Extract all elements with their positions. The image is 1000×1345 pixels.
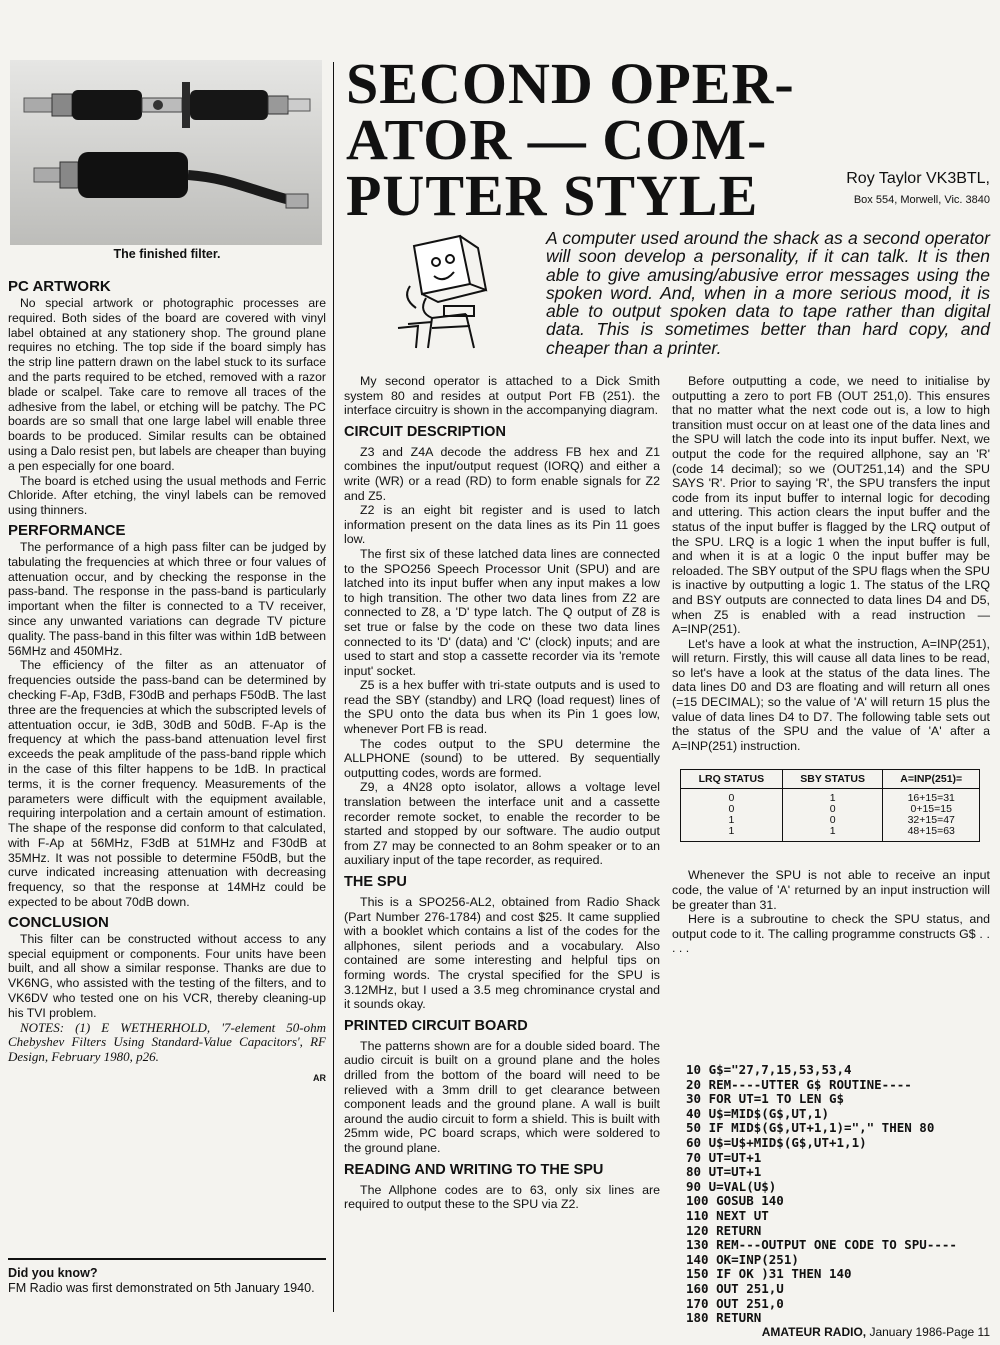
table-cell: 16+15=31 xyxy=(883,789,980,805)
paragraph: This filter can be constructed without access to any special equipment or components. Four units have been built, and all show a similar response. Thanks are due to VK6NG, who assisted with the testing of the filters, and to VK6DV who tested one on his VCR, thereby cleaning-up his TVI problem. xyxy=(8,931,326,1020)
paragraph: Let's have a look at what the instruction, A=INP(251), will return. Firstly, this will cause all data lines to be read, so let's have a look at the status of the data lines. The data lines D0 and D3 are floating and will return all ones (=15 DECIMAL); so the value of 'A' will return 15 plus the value of data lines D4 to D7. The following table sets out the status of the SPU and the value of 'A' after a A=INP(251) instruction. xyxy=(672,636,990,753)
paragraph: The performance of a high pass filter can be judged by tabulating the frequencies at which three or four values of attenuation occur, and by checking the response in the pass-band. The response in the pass-band is particularly important when the filter is connected to a TV receiver, since any unwanted variations can degrade TV picture quality. The pass-band in this filter was within 1dB between 56MHz and 450MHz. xyxy=(8,539,326,658)
paragraph: Before outputting a code, we need to initialise by outputting a zero to port FB (OUT 251,0). This ensures that no matter what the next code out is, a low to high transition must occur on at least one of the data lines and the SPU will latch the code into its input buffer. Next, we output the code for the required allphone, say an 'R' (code 14 decimal); so we (OUT251,14) and the SPU SAYS 'R'. Prior to saying 'R', the SPU transfers the input code from its input buffer to internal logic for decoding and uttering. This action clears the input buffer and the status of the input buffer is flagged by the LRQ output of the SPU. LRQ is a logic 1 when the input buffer is full, and when it is at a logic 0 the input buffer may be reloaded. The SBY output of the SPU flags when the SPU is inactive by outputting a logic 1. The status of the LRQ and BSY outputs are connected to data lines D4 and D5, when Z5 is enabled with a read instruction — A=INP(251). xyxy=(672,374,990,637)
date-page: January 1986-Page 11 xyxy=(866,1325,990,1339)
code-line: 40 U$=MID$(G$,UT,1) xyxy=(686,1105,829,1121)
byline xyxy=(820,170,990,206)
author-name: Roy Taylor VK3BTL, xyxy=(846,170,990,187)
paragraph: Z3 and Z4A decode the address FB hex and Z1 combines the input/output request (IORQ) and either a write (WR) or a read (RD) to form enable signals for Z2 and Z5. xyxy=(344,444,660,503)
page-footer xyxy=(600,1325,990,1339)
magazine-name: AMATEUR RADIO, xyxy=(761,1325,867,1339)
paragraph: Here is a subroutine to check the SPU status, and output code to it. The calling programme constructs G$ . . . . . xyxy=(672,912,990,956)
code-line: 30 FOR UT=1 TO LEN G$ xyxy=(686,1091,845,1107)
table-row xyxy=(681,826,980,842)
code-line: 10 G$="27,7,15,53,53,4 xyxy=(686,1062,852,1077)
title-line: SECOND OPER- xyxy=(346,51,795,116)
column-rule xyxy=(333,62,334,1312)
section-heading: THE SPU xyxy=(344,874,407,890)
filter-photo xyxy=(10,60,322,245)
paragraph: Whenever the SPU is not able to receive an input code, the value of 'A' returned by an input instruction will be greater than 31. xyxy=(672,868,990,912)
code-line: 20 REM----UTTER G$ ROUTINE---- xyxy=(686,1076,912,1092)
divider xyxy=(8,1258,326,1260)
code-line: 50 IF MID$(G$,UT+1,1)="," THEN 80 xyxy=(686,1120,935,1136)
table-cell: 0 xyxy=(681,804,783,815)
table-cell: 1 xyxy=(681,815,783,826)
paragraph: Z5 is a hex buffer with tri-state outputs and is used to read the SBY (standby) and LRQ (load request) lines of the SPU onto the data bus when its Pin 1 goes low, whenever Port FB is read. xyxy=(344,678,660,737)
table-cell: 1 xyxy=(782,826,883,842)
title-line: PUTER STYLE xyxy=(346,163,759,228)
paragraph: No special artwork or photographic processes are required. Both sides of the board are covered with vinyl label obtained at any stationery shop. The ground plane requires no etching. The top side if the board simply has the strip line pattern drawn on the label stuck to its surface and the parts required to be etched, removed with a razor blade or scalpel. Take care to remove all traces of the adhesive from the label, or etching will be patchy. The PC boards are so small that one large label will enable three boards to be produced. Similar results can be obtained using a Dalo resist pen, but labels are cheaper than buying a pen especially for one board. xyxy=(8,296,326,473)
author-address: Box 554, Morwell, Vic. 3840 xyxy=(853,194,990,206)
paragraph: The patterns shown are for a double sided board. The audio circuit is built on a ground plane and the holes drilled from the bottom of the board will need to be relieved with a 3mm drill to get clearance between component leads and the ground plane. A wall is built around the audio circuit to form a shield. This is built with 25mm wide, PC board scraps, which were soldered to the ground plane. xyxy=(344,1038,660,1155)
code-line: 150 IF OK )31 THEN 140 xyxy=(686,1266,852,1282)
left-column xyxy=(8,274,326,1083)
table-cell: 1 xyxy=(681,826,783,842)
did-you-know-box xyxy=(8,1266,326,1295)
paragraph: The efficiency of the filter as an attenuator of frequencies outside the pass-band can be determined by checking F-Ap, F3dB, F30dB and perhaps F50dB. The last three are the frequencies at which the subscripted levels of attentuation occur, ie 3dB, 30dB and 50dB. F-Ap is the frequency at which the pass-band attenuation level first exceeds the peak amplitude of the pass-band ripple which in the case of this filter happens to be 1dB. In practical terms, it is the corner frequency. Measurements of the parameters were difficult with the equipment available, requiring interpolation and a certain amount of estimation. The shape of the response did conform to that calculated, with F-Ap at 56MHz, F3dB at 51MHz and F30dB at 35MHz. It was not possible to determine F50dB, but the curve indicated increasing attenuation with decreasing frequency, so that the response at 14MHz could be expected to be about 70dB down. xyxy=(8,658,326,910)
spu-status-table xyxy=(680,769,980,842)
table-row xyxy=(681,789,980,805)
code-line: 140 OK=INP(251) xyxy=(686,1251,799,1267)
title-line: ATOR — COM- xyxy=(346,107,768,172)
notes: NOTES: (1) E WETHERHOLD, '7-element 50-ohm Chebyshev Filters Using Standard-Value Capacitors', RF Design, February 1980, p26. xyxy=(8,1019,326,1065)
did-you-know-text: FM Radio was first demonstrated on 5th January 1940. xyxy=(8,1280,315,1295)
table-cell: 0+15=15 xyxy=(883,804,980,815)
section-heading: CONCLUSION xyxy=(8,913,109,931)
code-line: 160 OUT 251,U xyxy=(686,1280,784,1296)
table-cell: 1 xyxy=(782,789,883,805)
code-line: 110 NEXT UT xyxy=(686,1207,769,1223)
article-title xyxy=(346,51,795,228)
code-line: 170 OUT 251,0 xyxy=(686,1295,784,1311)
table-cell: 32+15=47 xyxy=(883,815,980,826)
article-intro: A computer used around the shack as a second operator will soon develop a personality, if it can talk. It is then able to give amusing/abusive error messages using the spoken word. And, when in a more serious mood, it is able to output spoken data to tape rather than digital data. This is sometimes better than hard copy, and cheaper than a printer. xyxy=(546,228,990,358)
code-line: 180 RETURN xyxy=(686,1310,762,1326)
end-sign: AR xyxy=(313,1073,326,1084)
paragraph: The Allphone codes are to 63, only six lines are required to output these to the SPU via Z2. xyxy=(344,1182,660,1212)
paragraph: This is a SPO256-AL2, obtained from Radio Shack (Part Number 276-1784) and cost $25. It came supplied with a booklet which contains a list of the codes for the allphones, silent periods and a vocabulary. Also contained are some interesting and helpful tips on forming words. The crystal specified for the SPU is 3.12MHz, but I used a 3.5 meg chrominance crystal and it sounds okay. xyxy=(344,895,660,1012)
code-line: 70 UT=UT+1 xyxy=(686,1149,762,1165)
table-header: SBY STATUS xyxy=(782,770,883,789)
code-line: 120 RETURN xyxy=(686,1222,762,1238)
code-line: 80 UT=UT+1 xyxy=(686,1164,762,1180)
table-header: A=INP(251)= xyxy=(883,770,980,789)
section-heading: READING AND WRITING TO THE SPU xyxy=(344,1161,604,1178)
table-cell: 0 xyxy=(681,789,783,805)
table-cell: 48+15=63 xyxy=(883,826,980,842)
paragraph: Z2 is an eight bit register and is used to latch information present on the data lines as its Pin 11 goes low. xyxy=(344,503,660,547)
table-cell: 0 xyxy=(782,815,883,826)
paragraph: The codes output to the SPU determine the ALLPHONE (sound) to be uttered. By sequentially outputting codes, words are formed. xyxy=(344,736,660,780)
paragraph: My second operator is attached to a Dick Smith system 80 and resides at output Port FB (251). the interface circuitry is shown in the accompanying diagram. xyxy=(344,374,660,418)
table-header: LRQ STATUS xyxy=(681,770,783,789)
code-line: 90 U=VAL(U$) xyxy=(686,1178,777,1194)
photo-caption: The finished filter. xyxy=(113,247,221,261)
code-line: 130 REM---OUTPUT ONE CODE TO SPU---- xyxy=(686,1237,957,1253)
right-column xyxy=(672,374,990,956)
basic-code-listing xyxy=(686,1063,957,1326)
did-you-know-heading: Did you know? xyxy=(8,1266,98,1280)
paragraph: Z9, a 4N28 opto isolator, allows a voltage level translation between the interface unit and a cassette recorder remote socket, to enable the recorder to be started and stopped by our software. The audio output from Z7 may be connected to an 8ohm speaker or to an auxiliary input of the tape recorder, as required. xyxy=(344,780,660,868)
paragraph: The first six of these latched data lines are connected to the SPO256 Speech Processor Unit (SPU) and are latched into its input buffer when any input makes a low to high transition. The other two data lines from Z2 are connected to Z8, a 'D' type latch. The Q output of Z8 is set true or false by the code on these two data lines connected to its 'D' (data) and 'C' (clock) inputs; and are used to start and stop a cassette recorder via its 'remote input' socket. xyxy=(344,546,660,678)
section-heading: PRINTED CIRCUIT BOARD xyxy=(344,1017,528,1034)
section-heading: PERFORMANCE xyxy=(8,521,126,539)
section-heading: PC ARTWORK xyxy=(8,278,111,295)
computer-cartoon xyxy=(388,228,506,350)
middle-column xyxy=(344,374,660,1212)
section-heading: CIRCUIT DESCRIPTION xyxy=(344,423,506,440)
code-line: 100 GOSUB 140 xyxy=(686,1193,784,1209)
paragraph: The board is etched using the usual methods and Ferric Chloride. After etching, the vinyl labels can be removed using thinners. xyxy=(8,473,326,518)
code-line: 60 U$=U$+MID$(G$,UT+1,1) xyxy=(686,1134,867,1150)
table-cell: 0 xyxy=(782,804,883,815)
